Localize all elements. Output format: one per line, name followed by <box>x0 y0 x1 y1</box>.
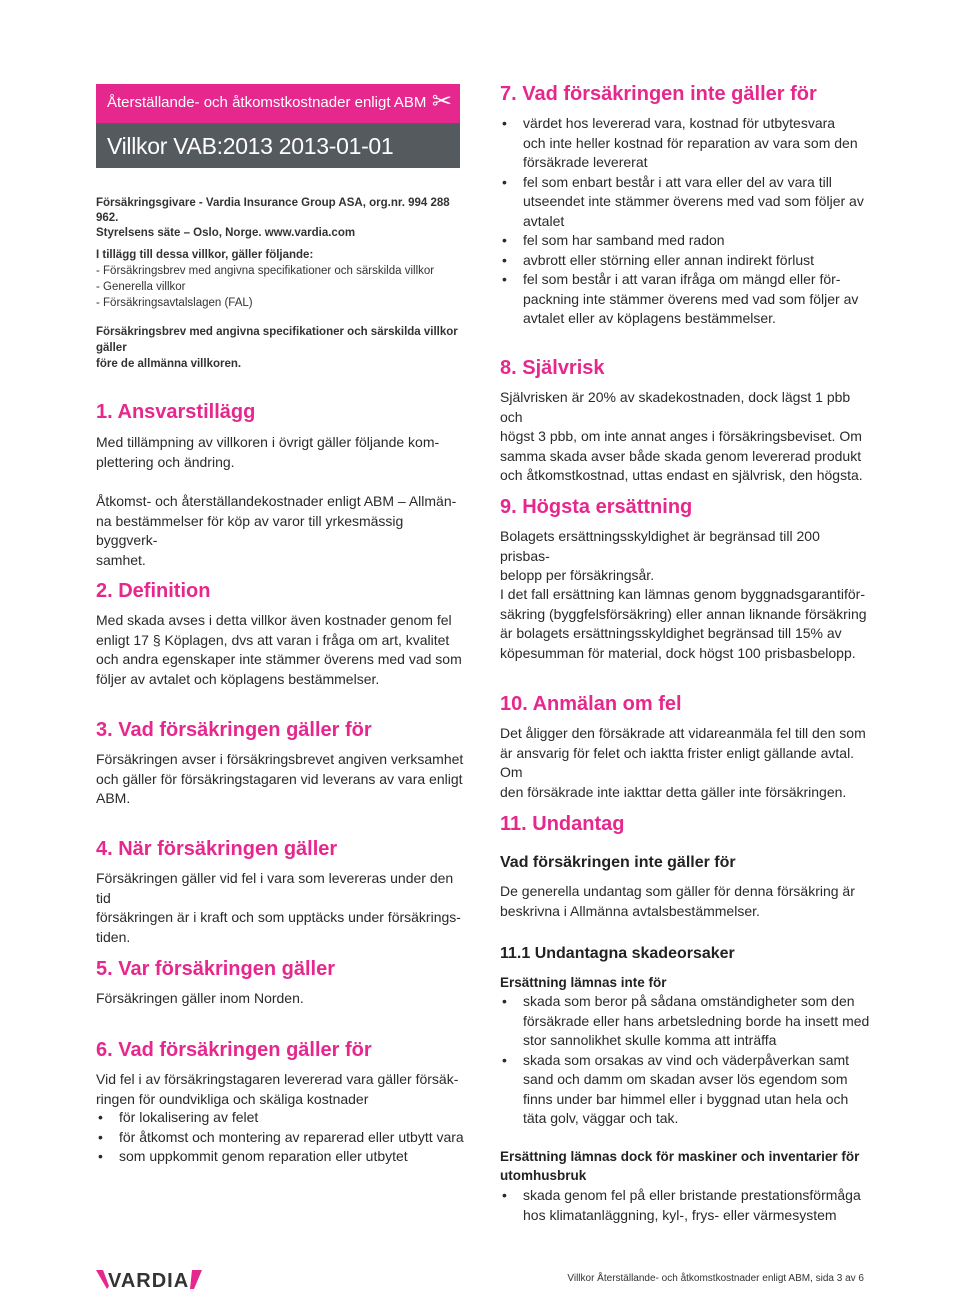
section-11-1-heading: 11.1 Undantagna skadeorsaker <box>500 945 735 962</box>
document-category: Återställande- och åtkomstkostnader enligt ABM <box>107 94 427 111</box>
section-3-paragraph: Försäkringen avser i försäkringsbrevet angiven verksamhet och gäller för försäkringstagaren vid leverans av vara enligt ABM. <box>96 751 464 806</box>
scissors-icon: ✂ <box>431 88 452 115</box>
section-8-paragraph: Självrisken är 20% av skadekostnaden, dock lägst 1 pbb och högst 3 pbb, om inte annat anges i försäkringsbeviset. Om samma skada avser både skada genom levererad produkt och åtkomstkostnad, uttas endast en självrisk, den högsta. <box>500 389 863 483</box>
header-pink-bar <box>96 84 460 123</box>
section-6-heading: 6. Vad försäkringen gäller för <box>96 1039 372 1061</box>
insurer-info: Försäkringsgivare - Vardia Insurance Group ASA, org.nr. 994 288 962. Styrelsens säte – Oslo, Norge. www.vardia.com <box>96 197 450 239</box>
section-1-heading: 1. Ansvarstillägg <box>96 401 256 423</box>
list-item: • skada som beror på sådana omständigheter som den försäkrade eller hans arbetsledning borde ha insett med stor sannolikhet skulle komma att inträffa <box>500 992 870 1051</box>
section-6-list <box>96 1108 466 1167</box>
section-1-paragraph-2: Åtkomst- och återställandekostnader enligt ABM – Allmän- na bestämmelser för köp av varor till yrkesmässig byggverk- samhet. <box>96 493 457 568</box>
exclusions-list <box>500 992 870 1129</box>
exclusions-heading: Ersättning lämnas inte för <box>500 975 667 990</box>
section-1-paragraph-1: Med tillämpning av villkoren i övrigt gäller följande kom- plettering och ändring. <box>96 434 440 470</box>
section-7-list <box>500 114 870 329</box>
section-9-heading: 9. Högsta ersättning <box>500 496 693 518</box>
list-item: - Försäkringsbrev med angivna specifikationer och särskilda villkor <box>96 265 435 277</box>
section-3-heading: 3. Vad försäkringen gäller för <box>96 719 372 741</box>
section-7-heading: 7. Vad försäkringen inte gäller för <box>500 83 817 105</box>
list-item: • fel som enbart består i att vara eller del av vara till utseendet inte stämmer överens med vad som följer av avtalet <box>500 173 870 232</box>
document-title: Villkor VAB:2013 2013-01-01 <box>107 133 394 159</box>
logo-text: VARDIA <box>108 1270 190 1290</box>
section-5-paragraph: Försäkringen gäller inom Norden. <box>96 990 304 1006</box>
section-11-subheading: Vad försäkringen inte gäller för <box>500 854 736 871</box>
section-11-paragraph: De generella undantag som gäller för denna försäkring är beskrivna i Allmänna avtalsbestämmelser. <box>500 883 855 919</box>
list-item: • för lokalisering av felet <box>96 1108 466 1128</box>
list-item: • skada genom fel på eller bristande prestationsförmåga hos klimatanläggning, kyl-, frys- eller värmesystem <box>500 1186 870 1225</box>
vardia-logo <box>96 1268 206 1290</box>
list-item: • skada som orsakas av vind och väderpåverkan samt sand och damm om skadan avser lös egendom som finns under bar himmel eller i byggnad utan hela och täta golv, väggar och tak. <box>500 1051 870 1129</box>
list-item: • fel som har samband med radon <box>500 231 870 251</box>
section-6-paragraph: Vid fel i av försäkringstagaren levererad vara gäller försäk- ringen för oundvikliga och skäliga kostnader <box>96 1071 459 1107</box>
section-11-heading: 11. Undantag <box>500 813 625 835</box>
list-item: - Försäkringsavtalslagen (FAL) <box>96 297 253 309</box>
list-item: • som uppkommit genom reparation eller utbytet <box>96 1147 466 1167</box>
section-9-paragraph-2: I det fall ersättning kan lämnas genom byggnadsgarantiför- säkring (byggfelsförsäkring) eller annan liknande försäkring är bolagets ersättningsskyldighet begränsad till 15% av köpesumman för material, dock högst 100 prisbasbelopp. <box>500 586 867 661</box>
section-4-heading: 4. När försäkringen gäller <box>96 838 338 860</box>
section-9-paragraph-1: Bolagets ersättningsskyldighet är begränsad till 200 prisbas- belopp per försäkringsår. <box>500 528 820 583</box>
list-item: • avbrott eller störning eller annan indirekt förlust <box>500 251 870 271</box>
section-2-paragraph: Med skada avses i detta villkor även kostnader genom fel enligt 17 § Köplagen, dvs att varan i fråga om art, kvalitet och andra egenskaper inte stämmer överens med vad som följer av avtalet och köplagens bestämmelser. <box>96 612 462 687</box>
list-item: • för åtkomst och montering av reparerad eller utbytt vara <box>96 1128 466 1148</box>
section-5-heading: 5. Var försäkringen gäller <box>96 958 335 980</box>
header-gray-bar <box>96 123 460 168</box>
list-item: • fel som består i att varan ifråga om mängd eller för- packning inte stämmer överens med vad som följer av avtalet eller av köplagens bestämmelser. <box>500 270 870 329</box>
page-footer: Villkor Återställande- och åtkomstkostnader enligt ABM, sida 3 av 6 <box>567 1273 864 1284</box>
list-item: - Generella villkor <box>96 281 186 293</box>
additional-terms: I tillägg till dessa villkor, gäller följande: - Försäkringsbrev med angivna specifikationer och särskilda villkor - Generella villkor - Försäkringsavtalslagen (FAL) <box>96 247 466 311</box>
section-4-paragraph: Försäkringen gäller vid fel i vara som levereras under den tid försäkringen är i kraft och som upptäcks under försäkrings- tiden. <box>96 870 461 945</box>
section-2-heading: 2. Definition <box>96 580 211 602</box>
outdoor-equipment-heading: Ersättning lämnas dock för maskiner och inventarier för utomhusbruk <box>500 1149 860 1183</box>
list-item: • värdet hos levererad vara, kostnad för utbytesvara och inte heller kostnad för reparation av vara som den försäkrade levererat <box>500 114 870 173</box>
section-8-heading: 8. Självrisk <box>500 357 605 379</box>
spec-note: Försäkringsbrev med angivna specifikationer och särskilda villkor gäller före de allmänna villkoren. <box>96 326 458 370</box>
outdoor-equipment-list <box>500 1186 870 1225</box>
section-10-paragraph: Det åligger den försäkrade att vidareanmäla fel till den som är ansvarig för felet och iaktta frister enligt gällande avtal. Om den försäkrade inte iakttar detta gäller inte försäkringen. <box>500 725 866 800</box>
section-10-heading: 10. Anmälan om fel <box>500 693 682 715</box>
